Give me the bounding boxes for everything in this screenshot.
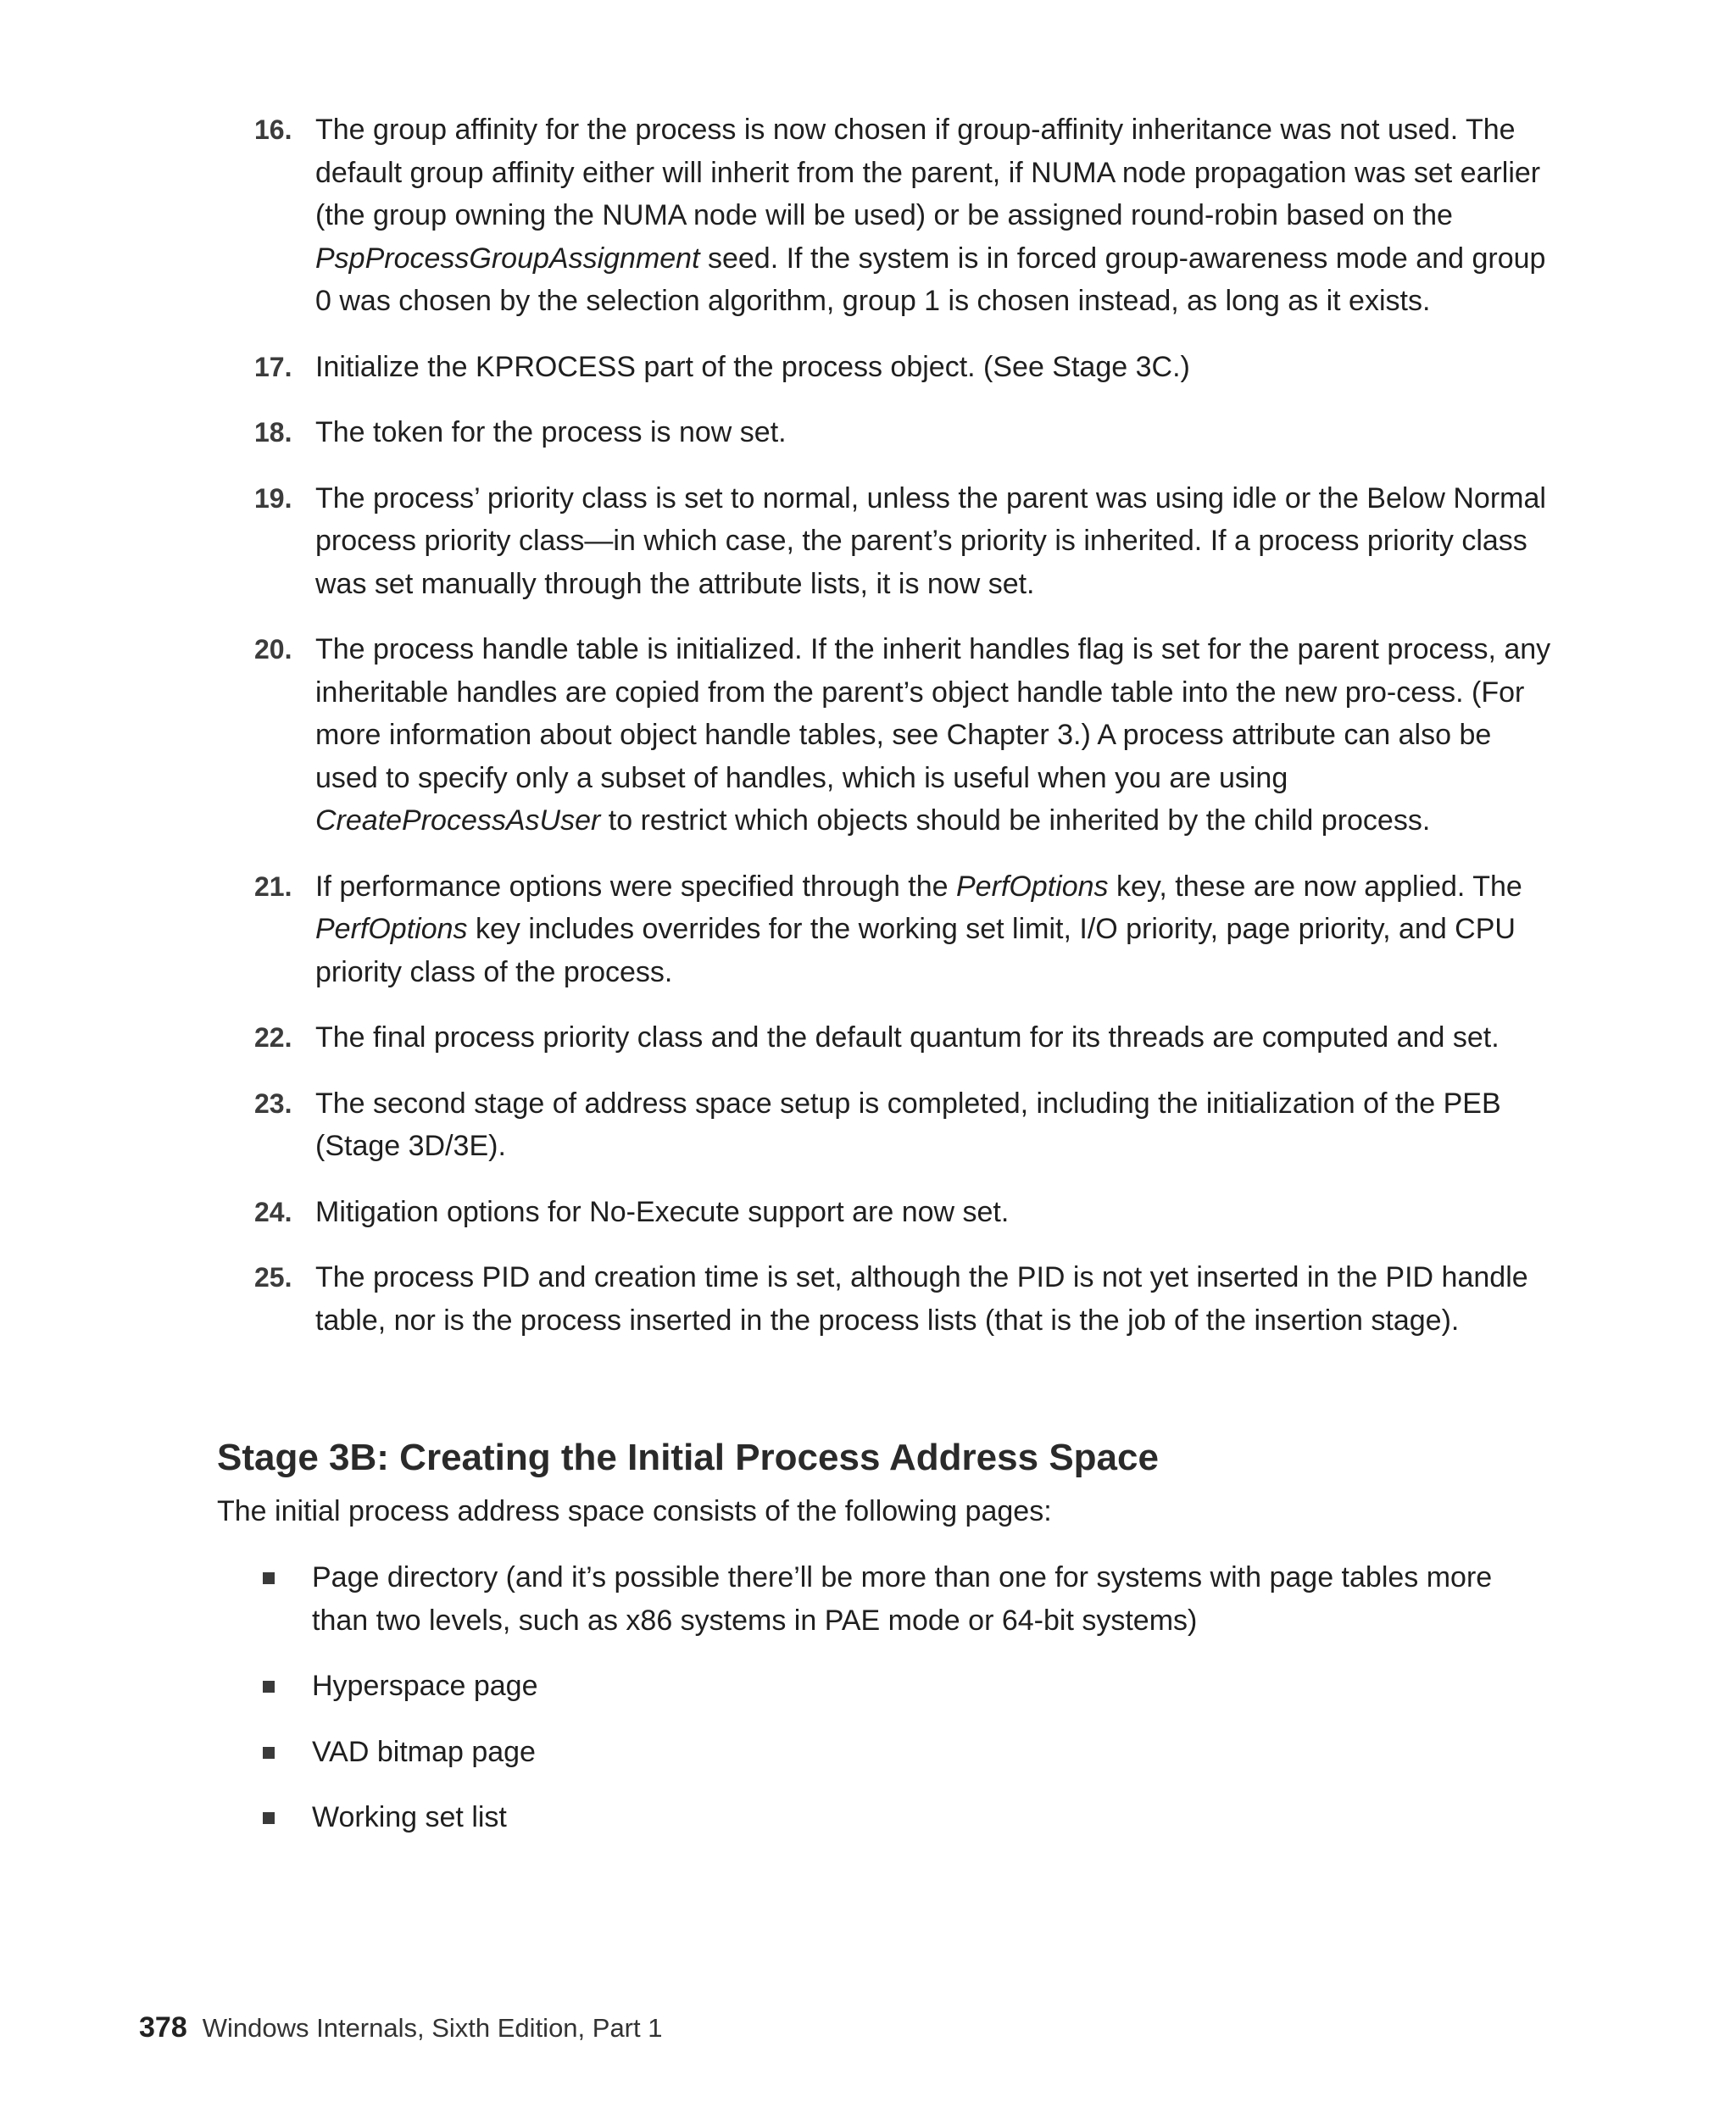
step-text: The process handle table is initialized. If the inherit handles flag is set for the parent process, any inheritable handles are copied from the parent’s object handle table into the new pro-cess. (For more information about object handle tables, see Chapter 3.) A process attribute can also be used to specify only a subset of handles, which is useful when you are using CreateProcessAsUser to restrict which objects should be inherited by the child process. (315, 633, 1551, 837)
step-number: 18. (254, 417, 292, 448)
step-text: The process PID and creation time is set, although the PID is not yet inserted in the PID handle table, nor is the process inserted in the process lists (that is the job of the insertion stage). (315, 1261, 1528, 1337)
step-text: If performance options were specified through the PerfOptions key, these are now applied. The PerfOptions key includes overrides for the working set limit, I/O priority, page priority, and CPU priority class of the process. (315, 870, 1522, 988)
step-number: 19. (254, 482, 292, 514)
section-heading: Stage 3B: Creating the Initial Process Address Space (217, 1437, 1159, 1478)
page-number: 378 (139, 2011, 187, 2044)
step-text: The process’ priority class is set to normal, unless the parent was using idle or the Below Normal process priority class—in which case, the parent’s priority is inherited. If a process priority class was set manually through the attribute lists, it is now set. (315, 481, 1546, 600)
italic-term: PerfOptions (956, 870, 1109, 903)
step-item (254, 108, 1551, 323)
bullet-text: Hyperspace page (312, 1670, 538, 1702)
step-number: 21. (254, 870, 292, 902)
step-text: The token for the process is now set. (315, 416, 787, 448)
step-text: Initialize the KPROCESS part of the process object. (See Stage 3C.) (315, 350, 1190, 383)
square-bullet-icon (263, 1747, 275, 1759)
bullet-text: Page directory (and it’s possible there’ll be more than one for systems with page tables more than two levels, such as x86 systems in PAE mode or 64-bit systems) (312, 1561, 1493, 1637)
step-text: Mitigation options for No-Execute support are now set. (315, 1195, 1010, 1228)
bullet-text: Working set list (312, 1801, 507, 1833)
step-number: 20. (254, 634, 292, 665)
step-item (254, 628, 1551, 843)
process-creation-steps-list (254, 108, 1551, 1365)
step-number: 22. (254, 1022, 292, 1053)
step-item (254, 411, 1551, 454)
step-text: The final process priority class and the default quantum for its threads are computed and set. (315, 1021, 1500, 1054)
italic-term: CreateProcessAsUser (315, 804, 601, 837)
italic-term: PerfOptions (315, 913, 468, 945)
step-number: 23. (254, 1087, 292, 1119)
step-item (254, 1256, 1551, 1342)
step-number: 25. (254, 1262, 292, 1293)
book-title: Windows Internals, Sixth Edition, Part 1 (202, 2013, 663, 2043)
step-text: The second stage of address space setup is completed, including the initialization of the PEB (Stage 3D/3E). (315, 1087, 1501, 1162)
step-text: The group affinity for the process is now chosen if group-affinity inheritance was not used. The default group affinity either will inherit from the parent, if NUMA node propagation was set earlier (the group owning the NUMA node will be used) or be assigned round-robin based on the PspProcessGroupAssignment seed. If the system is in forced group-awareness mode and group 0 was chosen by the selection algorithm, group 1 is chosen instead, as long as it exists. (315, 114, 1546, 317)
page-footer (139, 2009, 662, 2047)
square-bullet-icon (263, 1812, 275, 1824)
step-item (254, 1082, 1551, 1168)
step-item (254, 1016, 1551, 1060)
step-item (254, 865, 1551, 994)
bullet-text: VAD bitmap page (312, 1735, 536, 1768)
square-bullet-icon (263, 1681, 275, 1693)
bullet-item (259, 1796, 1548, 1839)
step-item (254, 477, 1551, 606)
bullet-item (259, 1731, 1548, 1774)
step-number: 24. (254, 1196, 292, 1227)
step-number: 17. (254, 351, 292, 382)
step-number: 16. (254, 114, 292, 145)
square-bullet-icon (263, 1572, 275, 1584)
step-item (254, 346, 1551, 389)
section-intro: The initial process address space consists of the following pages: (217, 1495, 1052, 1527)
address-space-pages-list (259, 1556, 1548, 1862)
step-item (254, 1191, 1551, 1234)
bullet-item (259, 1665, 1548, 1708)
italic-term: PspProcessGroupAssignment (315, 242, 700, 275)
bullet-item (259, 1556, 1548, 1642)
